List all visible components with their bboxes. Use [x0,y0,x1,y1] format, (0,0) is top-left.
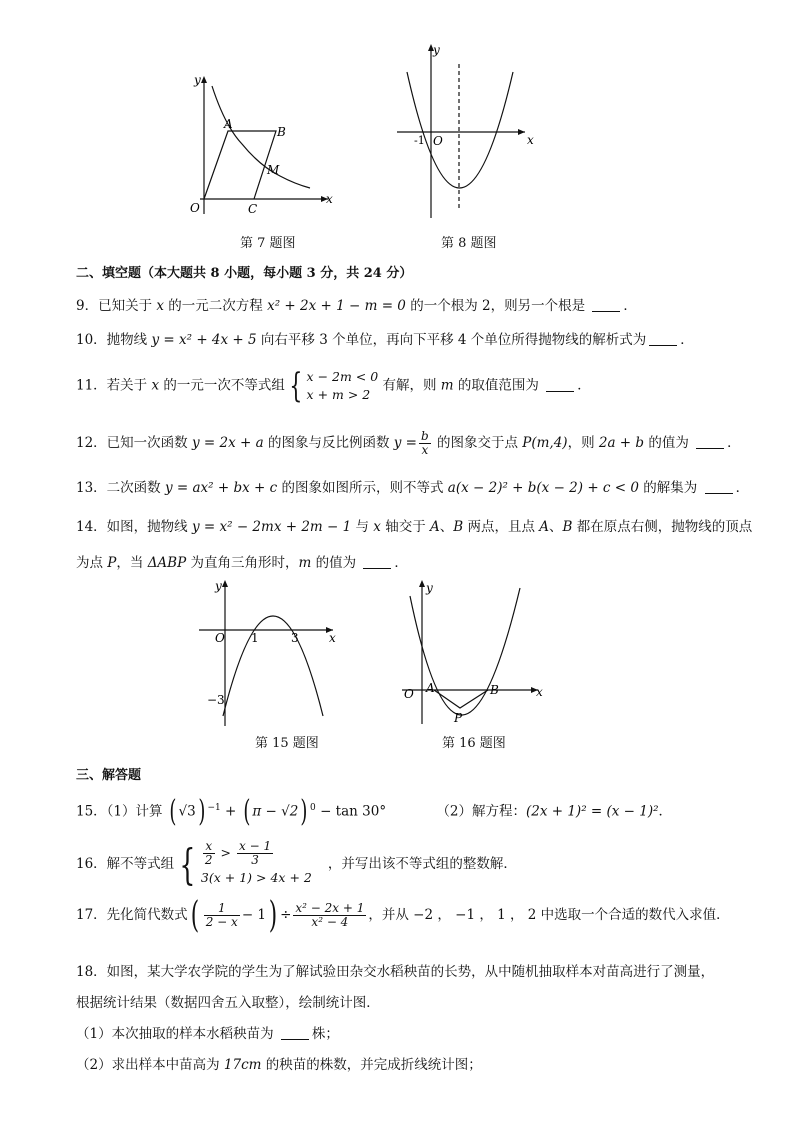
fig16-label-A: A [426,681,435,695]
fig8-caption: 第 8 题图 [441,236,497,251]
fig15-label-1: 1 [251,631,259,645]
q9-answer-blank [592,297,620,312]
section2-heading: 二、填空题（本大题共 8 小题，每小题 3 分，共 24 分） [76,266,413,281]
question-18-part-1: （1）本次抽取的样本水稻秧苗为 株； [76,1026,339,1042]
q10-answer-blank [649,331,677,346]
fig15-caption: 第 15 题图 [255,736,319,751]
fig16-label-P: P [454,711,463,725]
fig15-label-x: x [329,631,336,645]
q11-answer-blank [546,377,574,392]
question-11: 11．若关于 x 的一元一次不等式组 { x − 2m < 0 x + m > 2 有解，则 m 的取值范围为 ． [76,366,591,406]
fig15-label-O: O [215,631,225,645]
question-16: 16．解不等式组 { $\frac{x}{2}$ > $\frac{x - 1}{3}$ 3(x + 1) > 4x + 2，并写出该不等式组的整数解． [76,839,517,889]
fig16-parabola [410,588,520,715]
question-18-line-1: 18．如图，某大学农学院的学生为了解试验田杂交水稻秧苗的长势，从中随机抽取样本对苗高进行了测量， [76,964,715,980]
figure-7 [180,66,340,221]
question-17: 17．先化简代数式( $\frac{1}{2 - x}$ − 1) ÷ $\frac{\text{x² − 2x + 1}}{\text{x² − 4}}$ ，并从 −2 ， −1 ， 1 ， 2 中选取一个合适的数代入求值． [76,894,730,936]
question-12: 12．已知一次函数 y = 2x + a 的图象与反比例函数 y = $\frac{b}{x}$ 的图象交于点 P(m,4)，则 2a + b 的值为 ． [76,429,741,457]
fig7-label-M: M [267,163,280,177]
question-15: 15．（1）计算 ( √3) $^{-1}$ + ( π − √2) $^0$ − tan 30° （2）解方程：(2x + 1)² = (x − 1)²． [76,794,673,829]
q18-answer-blank [281,1025,309,1040]
fig16-label-B: B [490,683,499,697]
q12-answer-blank [696,434,724,449]
fig15-label-neg3: −3 [207,693,225,707]
fig7-hyperbola [212,86,310,188]
figure-15 [195,578,345,730]
section3-heading: 三、解答题 [76,768,142,783]
fig16-label-y: y [426,581,433,595]
fig8-label-neg1: -1 [414,134,425,147]
fig7-y-arrow [201,76,207,83]
question-10: 10．抛物线 y = x² + 4x + 5 向右平移 3 个单位，再向下平移 4 个单位所得抛物线的解析式为 ． [76,332,694,348]
fig8-x-arrow [518,129,525,135]
fig16-label-x: x [536,685,543,699]
question-14-line-1: 14．如图，抛物线 y = x² − 2mx + 2m − 1 与 x 轴交于 A、B 两点，且点 A、B 都在原点右侧，抛物线的顶点 [76,519,753,535]
fig16-label-O: O [404,687,414,701]
fig8-label-x: x [527,133,534,147]
fig7-label-B: B [277,125,286,139]
fig8-label-y: y [433,43,440,57]
q14-answer-blank [363,554,391,569]
figure-8 [395,42,540,222]
fig15-label-3: 3 [291,631,299,645]
fig7-label-y: y [194,73,201,87]
question-13: 13．二次函数 y = ax² + bx + c 的图象如图所示，则不等式 a(x − 2)² + b(x − 2) + c < 0 的解集为 ． [76,480,750,496]
fig8-label-O: O [433,134,443,148]
question-18-line-2: 根据统计结果（数据四舍五入取整），绘制统计图． [76,995,380,1011]
fig8-parabola [407,72,513,188]
fig7-label-A: A [224,117,233,131]
question-18-part-2: （2）求出样本中苗高为 17cm 的秧苗的株数，并完成折线统计图； [76,1057,482,1073]
fig15-y-arrow [222,580,228,587]
fig7-caption: 第 7 题图 [240,236,296,251]
figure-16 [398,578,548,728]
fig15-label-y: y [215,579,222,593]
q13-answer-blank [705,479,733,494]
fig7-label-x: x [326,192,333,206]
fig7-label-O: O [190,201,200,215]
question-14-line-2: 为点 P，当 ΔABP 为直角三角形时，m 的值为 ． [76,555,408,571]
fig15-parabola [223,616,323,716]
fig7-label-C: C [248,202,258,216]
fig16-y-arrow [419,580,425,587]
question-9: 9．已知关于 x 的一元二次方程 x² + 2x + 1 − m = 0 的一个根为 2，则另一个根是 ． [76,298,637,314]
fig16-caption: 第 16 题图 [442,736,506,751]
